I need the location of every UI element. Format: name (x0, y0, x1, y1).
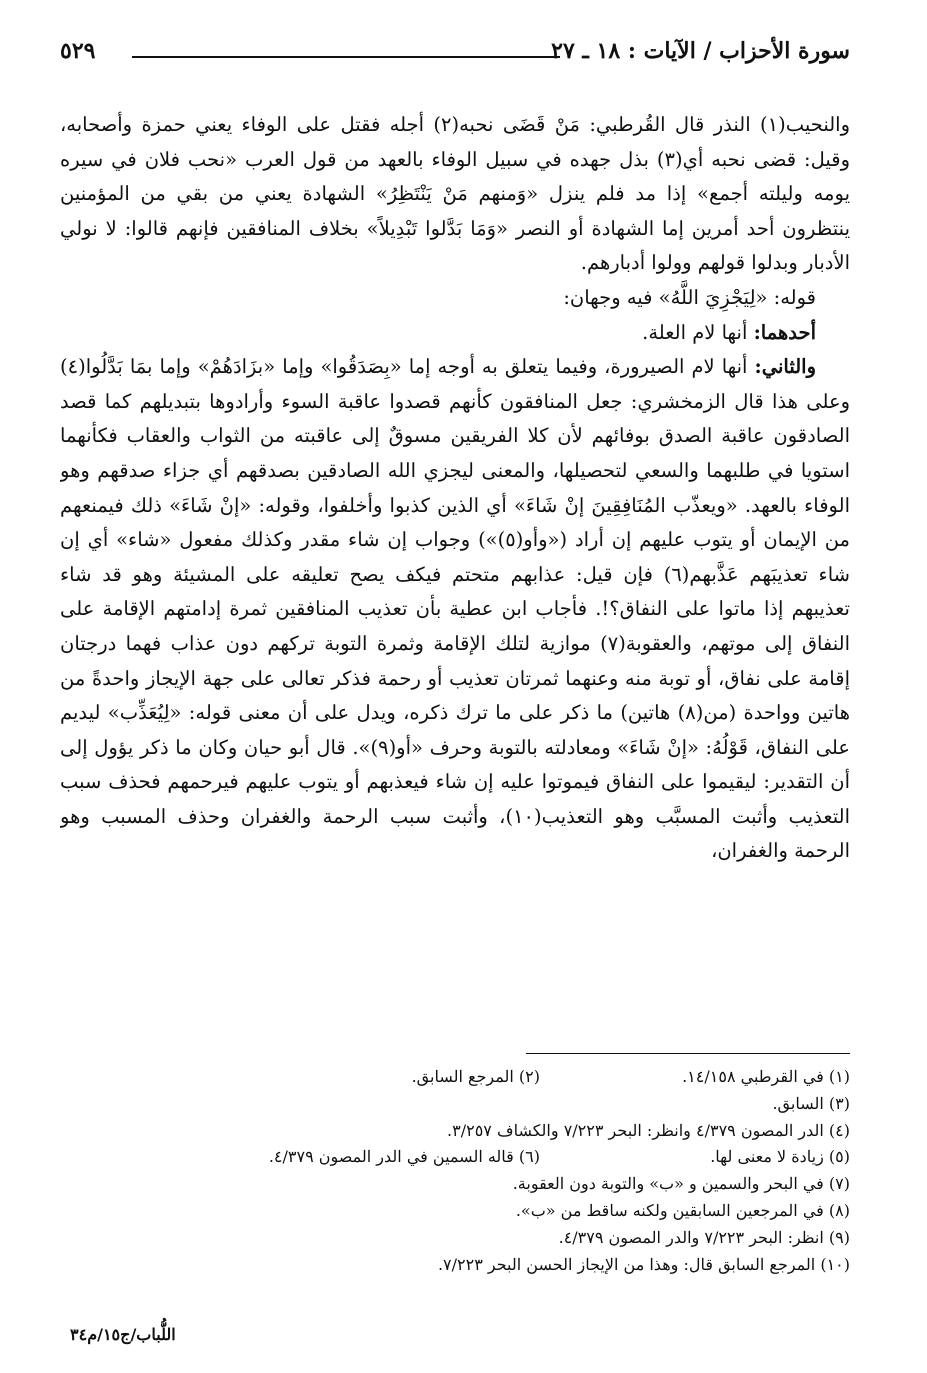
running-header (60, 36, 850, 84)
footnote-row (150, 1198, 850, 1225)
second-view-text: أنها لام الصيرورة، وفيما يتعلق به أوجه إما «بِصَدَقُوا» وإما «بزَادَهُمْ» وإما بمَا بَدَّلُوا(٤) وعلى هذا قال الزمخشري: جعل المنافقون كأنهم قصدوا عاقبة السوء وأرادوها بتبديلهم كما قصد الصادقون عاقبة الصدق بوفائهم لأن كلا الفريقين مسوقٌ إلى عاقبته من الثواب والعقاب فكأنهما استويا في طلبهما والسعي لتحصيلها، والمعنى ليجزي الله الصادقين بصدقهم أي جزاء صدقهم وهو الوفاء بالعهد. «ويعذّب المُنَافِقِينَ إنْ شَاءَ» أي الذين كذبوا وأخلفوا، وقوله: «إنْ شَاءَ» ذلك فيمنعهم من الإيمان أو يتوب عليهم إن أراد («وأو(٥)») وجواب إن شاء مقدر وكذلك مفعول «شاء» أي إن شاء تعذيبَهم عَذَّبهم(٦) فإن قيل: عذابهم متحتم فيكف يصح تعليقه على المشيئة وهو قد شاء تعذيبهم إذا ماتوا على النفاق؟!. فأجاب ابن عطية بأن تعذيب المنافقين ثمرة إدامتهم الإقامة على النفاق إلى موتهم، والعقوبة(٧) موازية لتلك الإقامة وثمرة التوبة تركهم دون عذاب فهما درجتان إقامة على نفاق، أو توبة منه وعنهما ثمرتان تعذيب أو رحمة فذكر تعالى على جهة الإيجاز واحدةً من هاتين وواحدة (من(٨) هاتين) ما ذكر على ما ترك ذكره، ويدل على أن معنى قوله: «لِيُعَذِّب» ليديم على النفاق، قَوْلُهُ: «إنْ شَاءَ» ومعادلته بالتوبة وحرف «أو(٩)». قال أبو حيان وكان ما ذكر يؤول إلى أن التقدير: ليقيموا على النفاق فيموتوا عليه إن شاء فيعذبهم أو يتوب عليهم فيرحمهم فحذف سبب التعذيب وأثبت المسبَّب وهو التعذيب(١٠)، وأثبت سبب الرحمة والغفران وحذف المسبب وهو الرحمة والغفران، (60, 355, 850, 863)
footnote-3: (٣) السابق. (772, 1093, 850, 1113)
footnote-row (150, 1144, 850, 1171)
footnote-row (150, 1091, 850, 1118)
footnotes (150, 1064, 850, 1314)
footnote-rule (526, 1053, 850, 1054)
first-label: أحدهما: (753, 320, 816, 344)
second-label: والثاني: (754, 355, 816, 379)
footnote-row (150, 1171, 850, 1198)
footnote-row (150, 1252, 850, 1279)
footnote-5: (٥) زيادة لا معنى لها. (710, 1147, 850, 1167)
footnote-7: (٧) في البحر والسمين و «ب» والتوبة دون العقوبة. (512, 1174, 850, 1194)
paragraph-first-view (60, 316, 850, 351)
header-rule (132, 56, 560, 58)
footnote-4: (٤) الدر المصون ٤/٣٧٩ وانظر: البحر ٧/٢٢٣ والكشاف ٣/٢٥٧. (447, 1120, 850, 1140)
footnote-10: (١٠) المرجع السابق قال: وهذا من الإيجاز الحسن البحر ٧/٢٢٣. (437, 1254, 850, 1274)
paragraph-second-view (60, 350, 850, 869)
footnote-row (150, 1064, 850, 1091)
signature-mark: اللُّباب/ج١٥/م٣٤ (70, 1325, 176, 1344)
footnote-2: (٢) المرجع السابق. (411, 1067, 540, 1086)
main-text (60, 108, 850, 1058)
footnote-row (150, 1225, 850, 1252)
surah-title: سورة الأحزاب / الآيات : ١٨ ـ ٢٧ (551, 38, 850, 64)
footnote-row (150, 1118, 850, 1145)
paragraph-2: قوله: «لِيَجْزِيَ اللَّهُ» فيه وجهان: (563, 285, 816, 309)
page-number: ٥٢٩ (60, 38, 96, 64)
first-view-text: أنها لام العلة. (642, 320, 748, 344)
footnote-6: (٦) قاله السمين في الدر المصون ٤/٣٧٩. (268, 1147, 540, 1167)
footnote-9: (٩) انظر: البحر ٧/٢٢٣ والدر المصون ٤/٣٧٩. (558, 1227, 850, 1247)
paragraph-1: والنحيب(١) النذر قال القُرطبي: مَنْ قَضَى نحبه(٢) أجله فقتل على الوفاء يعني حمزة وأصحابه، وقيل: قضى نحبه أي(٣) بذل جهده في سبيل الوفاء بالعهد من قول العرب «نحب فلان في سيره يومه وليلته أجمع» إذا مد فلم ينزل «وَمنهم مَنْ يَنْتَظِرُ» الشهادة يعني من بقي من المؤمنين ينتظرون أحد أمرين إما الشهادة أو النصر «وَمَا بَدَّلوا تَبْدِيلاً» بخلاف المنافقين فإنهم قالوا: لا نولي الأدبار وبدلوا قولهم وولوا أدبارهم. (60, 113, 850, 275)
footnote-1: (١) في القرطبي ١٤/١٥٨. (682, 1067, 850, 1086)
footnote-8: (٨) في المرجعين السابقين ولكنه ساقط من «ب». (515, 1200, 850, 1220)
